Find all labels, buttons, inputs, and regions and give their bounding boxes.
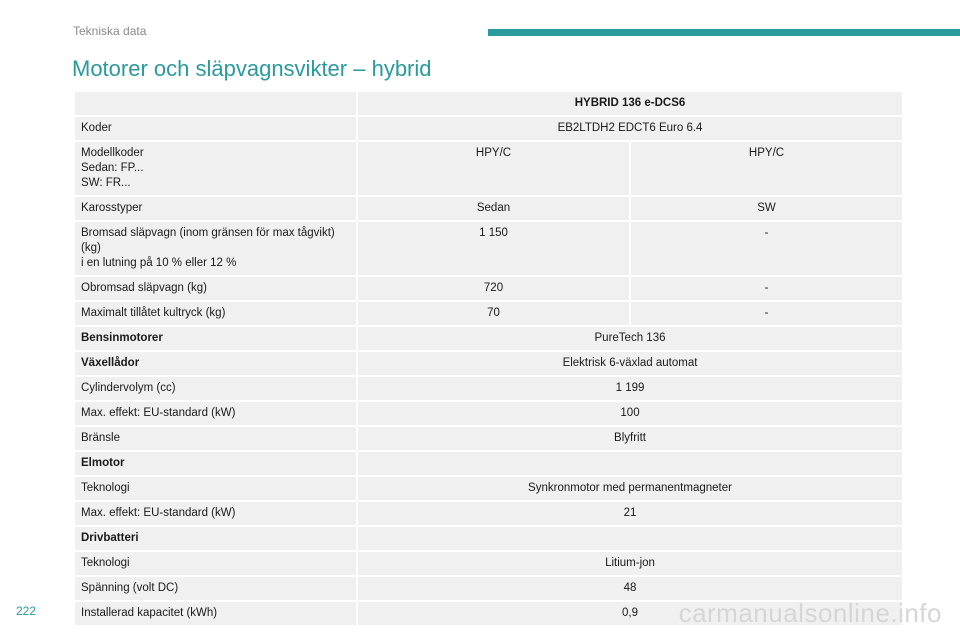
row-label: Teknologi — [74, 551, 357, 576]
row-value: 1 199 — [357, 376, 903, 401]
table-row — [74, 116, 903, 141]
row-label: Bensinmotorer — [74, 326, 357, 351]
row-label: Spänning (volt DC) — [74, 576, 357, 601]
row-label: Modellkoder Sedan: FP... SW: FR... — [74, 141, 357, 196]
row-value: 21 — [357, 501, 903, 526]
page-title: Motorer och släpvagnsvikter – hybrid — [72, 56, 432, 81]
row-label: Cylindervolym (cc) — [74, 376, 357, 401]
row-value-sw: HPY/C — [630, 141, 903, 196]
row-label: Karosstyper — [74, 196, 357, 221]
row-value: Blyfritt — [357, 426, 903, 451]
table-header-row — [74, 91, 903, 116]
section-label: Tekniska data — [73, 24, 147, 38]
table-row — [74, 401, 903, 426]
row-value — [357, 451, 903, 476]
row-value-sw: - — [630, 301, 903, 326]
table-row — [74, 221, 903, 276]
page-number: 222 — [16, 604, 37, 618]
row-value: Synkronmotor med permanentmagneter — [357, 476, 903, 501]
specs-table — [73, 90, 904, 627]
row-label: Max. effekt: EU-standard (kW) — [74, 501, 357, 526]
row-label: Maximalt tillåtet kultryck (kg) — [74, 301, 357, 326]
row-value: 0,9 — [357, 601, 903, 626]
table-row — [74, 426, 903, 451]
table-row — [74, 451, 903, 476]
row-value — [357, 526, 903, 551]
table-row — [74, 551, 903, 576]
row-label: Installerad kapacitet (kWh) — [74, 601, 357, 626]
row-value-sw: - — [630, 221, 903, 276]
table-row — [74, 301, 903, 326]
row-label: Bränsle — [74, 426, 357, 451]
table-row — [74, 351, 903, 376]
table-row — [74, 196, 903, 221]
row-value-sedan: 1 150 — [357, 221, 630, 276]
row-value: PureTech 136 — [357, 326, 903, 351]
row-value-sedan: HPY/C — [357, 141, 630, 196]
row-value-sedan: Sedan — [357, 196, 630, 221]
row-value-sw: - — [630, 276, 903, 301]
table-row — [74, 376, 903, 401]
table-row — [74, 326, 903, 351]
row-value: EB2LTDH2 EDCT6 Euro 6.4 — [357, 116, 903, 141]
table-row — [74, 276, 903, 301]
row-value: Litium-jon — [357, 551, 903, 576]
row-label: Bromsad släpvagn (inom gränsen för max tågvikt) (kg) i en lutning på 10 % eller 12 % — [74, 221, 357, 276]
table-row — [74, 476, 903, 501]
row-label: Elmotor — [74, 451, 357, 476]
watermark-text: carmanualsonline.info — [678, 598, 942, 628]
row-label: Obromsad släpvagn (kg) — [74, 276, 357, 301]
row-label: Teknologi — [74, 476, 357, 501]
row-label: Max. effekt: EU-standard (kW) — [74, 401, 357, 426]
row-label: Koder — [74, 116, 357, 141]
row-label: Drivbatteri — [74, 526, 357, 551]
table-column-header: HYBRID 136 e-DCS6 — [357, 91, 903, 116]
table-row — [74, 526, 903, 551]
table-header-empty — [74, 91, 357, 116]
header-accent-bar — [488, 29, 960, 36]
row-value: 48 — [357, 576, 903, 601]
row-label: Växellådor — [74, 351, 357, 376]
row-value: 100 — [357, 401, 903, 426]
row-value-sw: SW — [630, 196, 903, 221]
row-value-sedan: 70 — [357, 301, 630, 326]
row-value: Elektrisk 6-växlad automat — [357, 351, 903, 376]
row-value-sedan: 720 — [357, 276, 630, 301]
table-row — [74, 141, 903, 196]
table-row — [74, 501, 903, 526]
